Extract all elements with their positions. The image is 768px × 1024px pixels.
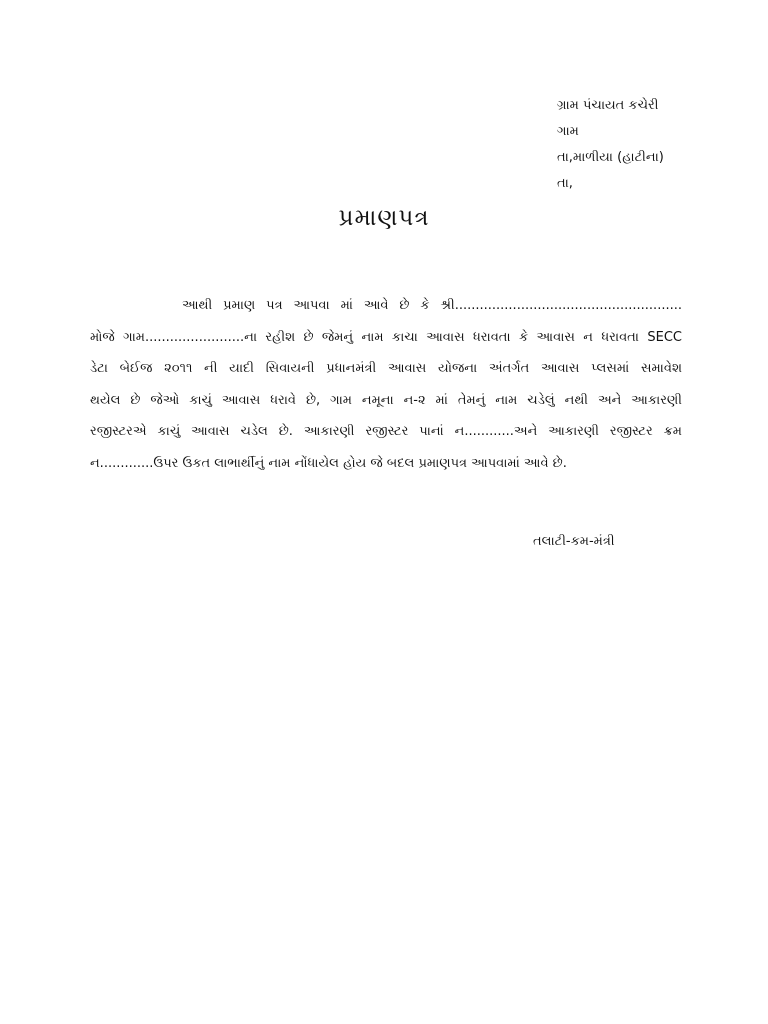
address-line-village: ગામ <box>557 124 579 139</box>
address-line-district: તા, <box>557 176 573 191</box>
body-line: ડેટા બેઈજ ૨૦૧૧ ની યાદી સિવાયની પ્રધાનમંત્રી આવાસ યોજના અંતર્ગત આવાસ પ્લસમાં સમાવેશ <box>90 361 682 376</box>
body-line: આથી પ્રમાણ પત્ર આપવા માં આવે છે કે શ્રી....................................................... <box>182 298 682 313</box>
body-line: થયેલ છે જેઓ કાચું આવાસ ધરાવે છે, ગામ નમૂના ન-૨ માં તેમનું નામ ચડેલું નથી અને આકારણી <box>90 392 682 408</box>
signature-title: તલાટી-કમ-મંત્રી <box>533 534 615 549</box>
body-line: ન.............ઉપર ઉકત લાભાર્થીનું નામ નોંધાયેલ હોય જે બદલ પ્રમાણપત્ર આપવામાં આવે છે. <box>90 455 567 471</box>
office-address-block <box>557 93 757 197</box>
body-line: રજીસ્ટરએ કાચું આવાસ ચડેલ છે. આકારણી રજીસ્ટર પાનાં ન............અને આકારણી રજીસ્ટર ક્રમ <box>90 424 682 439</box>
address-line-office: ગ્રામ પંચાયત કચેરી <box>557 98 659 113</box>
document-title: પ્રમાણપત્ર <box>338 205 430 231</box>
body-line: મોજે ગામ........................ના રહીશ છે જેમનું નામ કાચા આવાસ ધરાવતા કે આવાસ ન ધરાવતા SECC <box>90 329 682 345</box>
address-line-taluka: તા,માળીયા (હાટીના) <box>557 150 664 165</box>
certificate-body <box>90 290 682 479</box>
